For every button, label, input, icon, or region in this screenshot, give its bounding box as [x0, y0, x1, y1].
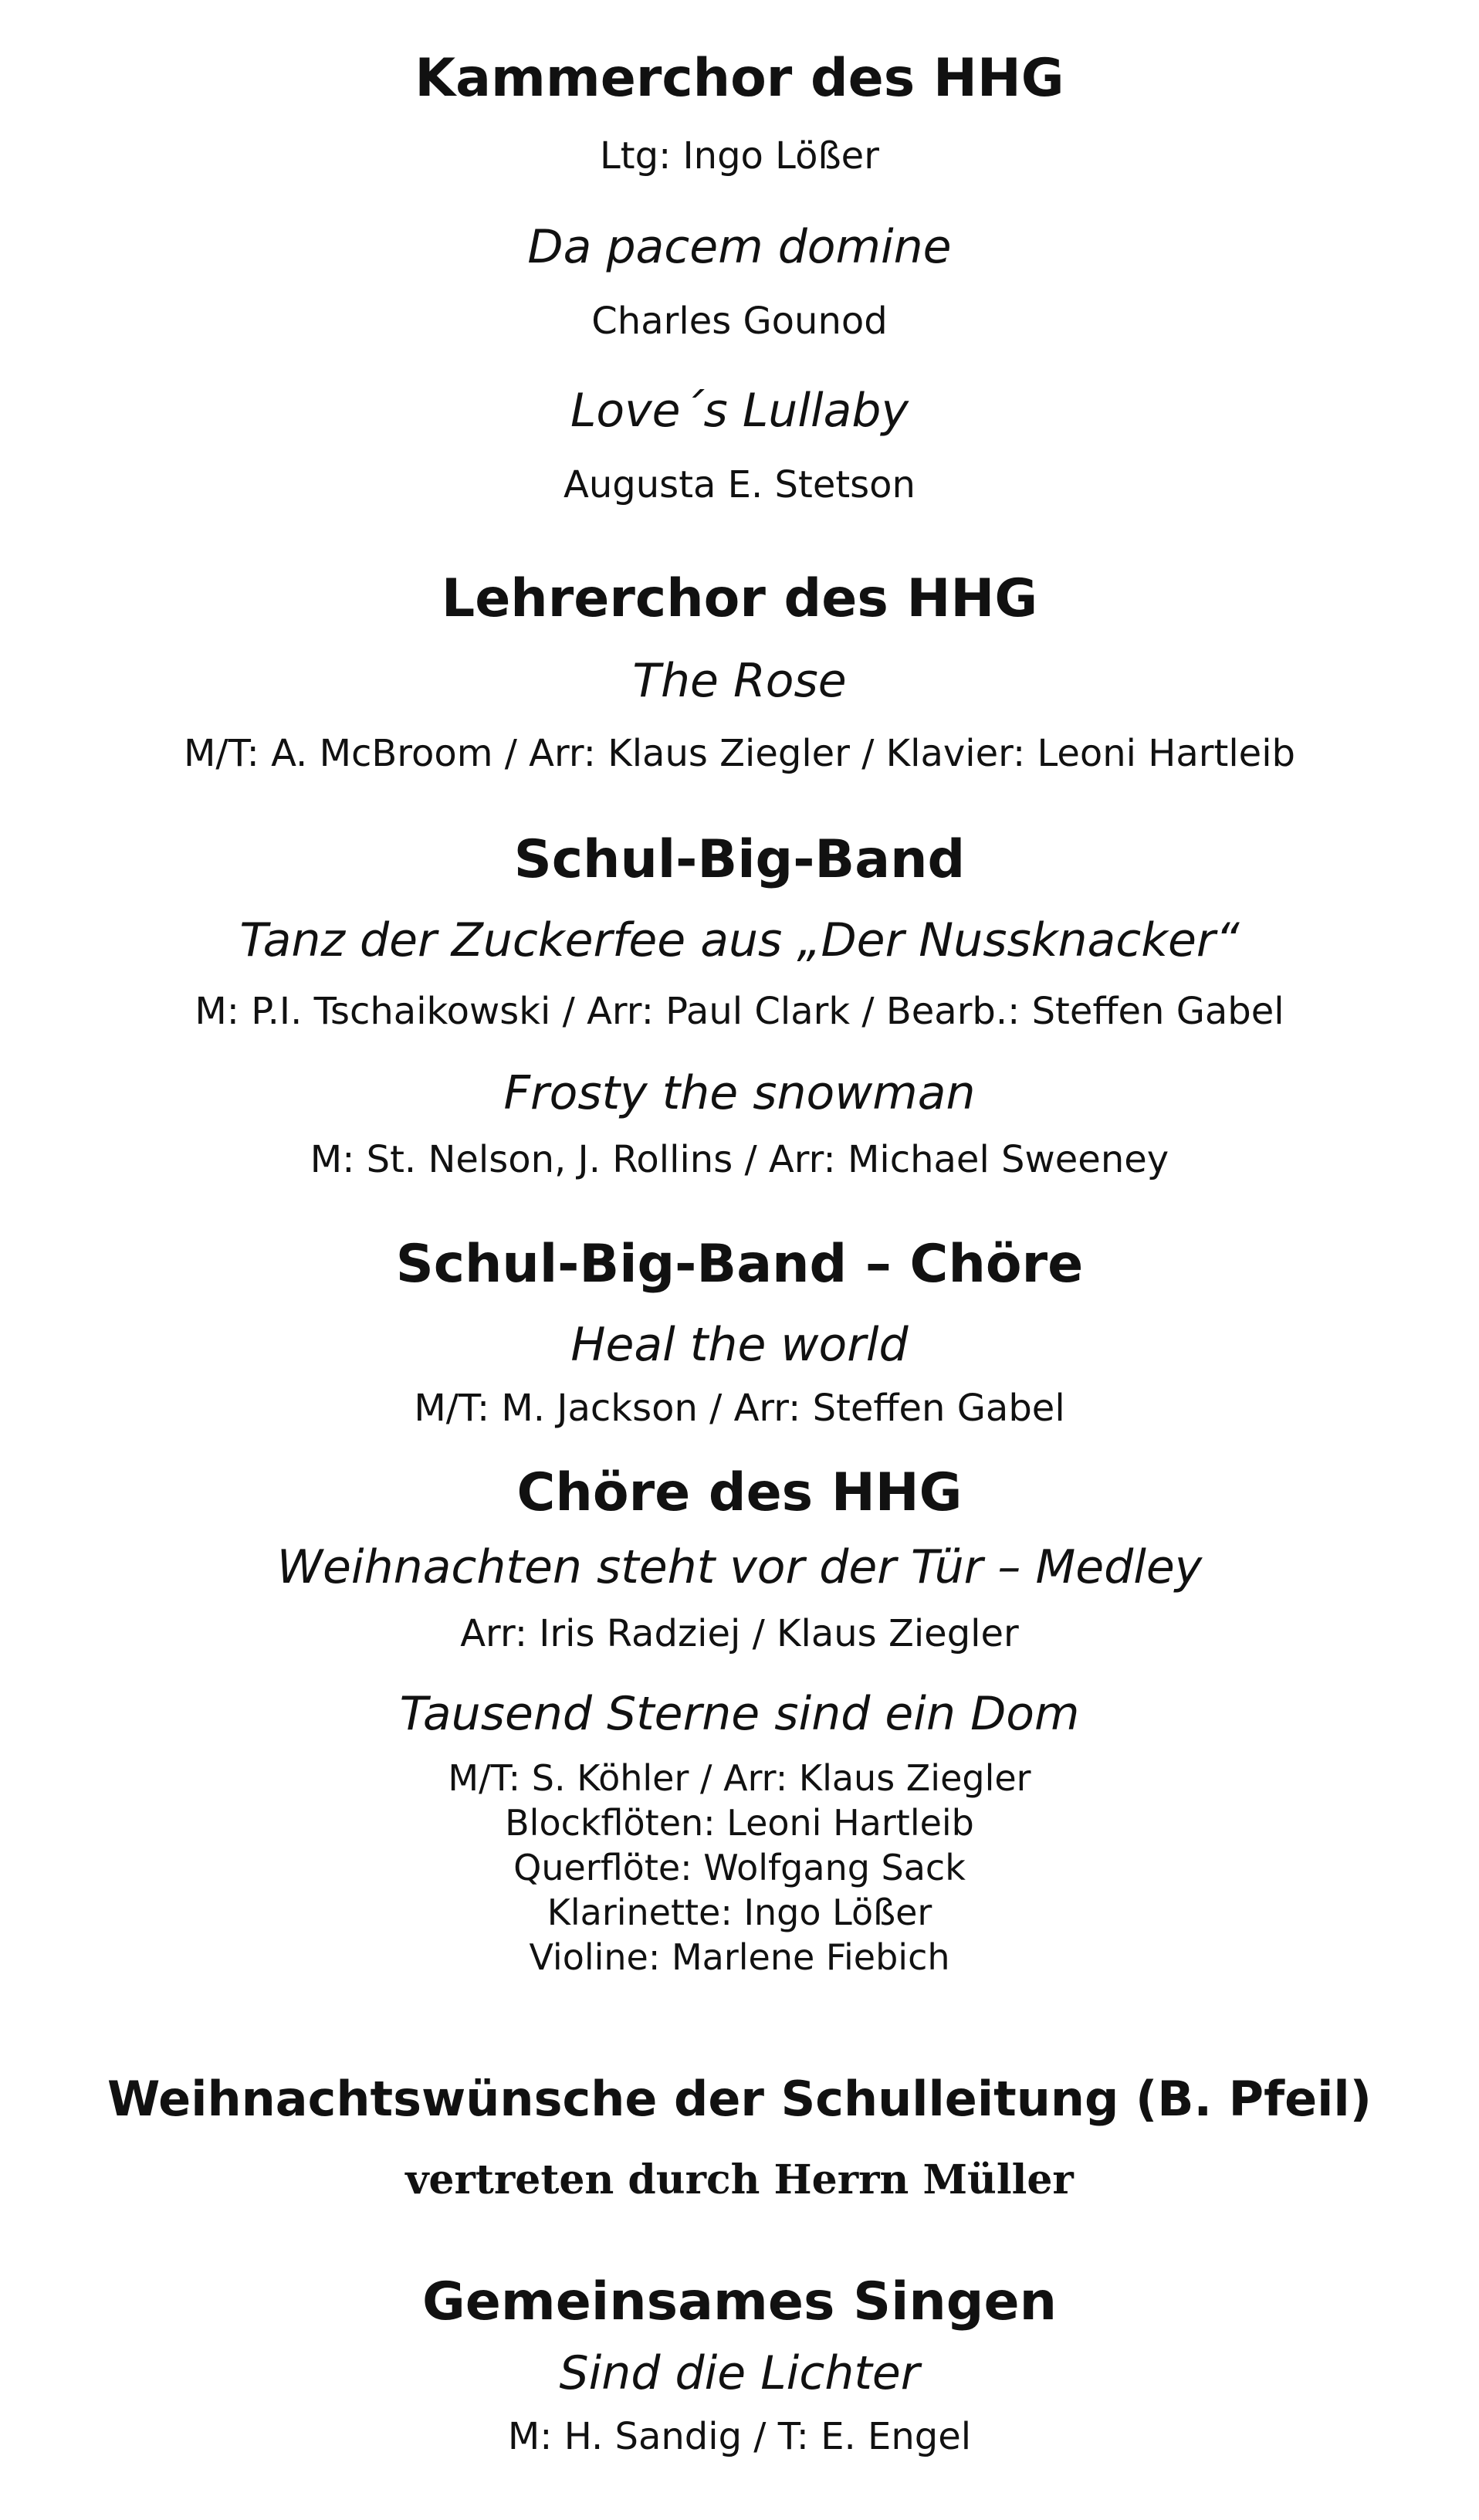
section-heading-choere: Chöre des HHG	[516, 1462, 963, 1523]
section-heading-gemeinsames-singen: Gemeinsames Singen	[421, 2271, 1057, 2332]
piece-credit: M/T: M. Jackson / Arr: Steffen Gabel	[414, 1387, 1065, 1430]
piece-title: The Rose	[632, 654, 847, 708]
piece-credit: Blockflöten: Leoni Hartleib	[505, 1802, 974, 1844]
section-heading-kammerchor: Kammerchor des HHG	[415, 48, 1064, 109]
piece-credit: M: St. Nelson, J. Rollins / Arr: Michael Sweeney	[310, 1138, 1169, 1181]
piece-title: Tanz der Zuckerfee aus „Der Nussknacker“	[239, 913, 1240, 967]
piece-title: Heal the world	[570, 1318, 909, 1372]
piece-credit: M/T: S. Köhler / Arr: Klaus Ziegler	[448, 1757, 1031, 1799]
section-heading-weihnachtswuensche: Weihnachtswünsche der Schulleitung (B. Pfeil)	[107, 2071, 1372, 2127]
section-heading-big-band-choere: Schul-Big-Band – Chöre	[395, 1234, 1084, 1295]
piece-title: Frosty the snowman	[503, 1066, 976, 1120]
piece-credit: Violine: Marlene Fiebich	[529, 1936, 950, 1978]
piece-title: Weihnachten steht vor der Tür – Medley	[276, 1540, 1203, 1594]
section-heading-big-band: Schul-Big-Band	[513, 829, 966, 890]
piece-title: Tausend Sterne sind ein Dom	[399, 1687, 1080, 1741]
piece-credit: M: H. Sandig / T: E. Engel	[507, 2415, 972, 2458]
piece-credit: M/T: A. McBroom / Arr: Klaus Ziegler / Klavier: Leoni Hartleib	[184, 732, 1295, 775]
section-heading-lehrerchor: Lehrerchor des HHG	[441, 568, 1038, 629]
piece-credit: Augusta E. Stetson	[564, 463, 915, 506]
piece-credit: M: P.I. Tschaikowski / Arr: Paul Clark / Bearb.: Steffen Gabel	[195, 990, 1284, 1033]
piece-title: Da pacem domine	[527, 220, 952, 274]
piece-credit: Arr: Iris Radziej / Klaus Ziegler	[460, 1612, 1019, 1655]
piece-credit: Querflöte: Wolfgang Sack	[513, 1847, 966, 1888]
piece-credit: Klarinette: Ingo Lößer	[547, 1892, 932, 1933]
piece-title: Sind die Lichter	[559, 2346, 920, 2400]
section-leader: Ltg: Ingo Lößer	[600, 134, 879, 178]
section-note: vertreten durch Herrn Müller	[405, 2156, 1074, 2203]
piece-title: Love´s Lullaby	[570, 384, 909, 438]
piece-credit: Charles Gounod	[591, 300, 888, 343]
